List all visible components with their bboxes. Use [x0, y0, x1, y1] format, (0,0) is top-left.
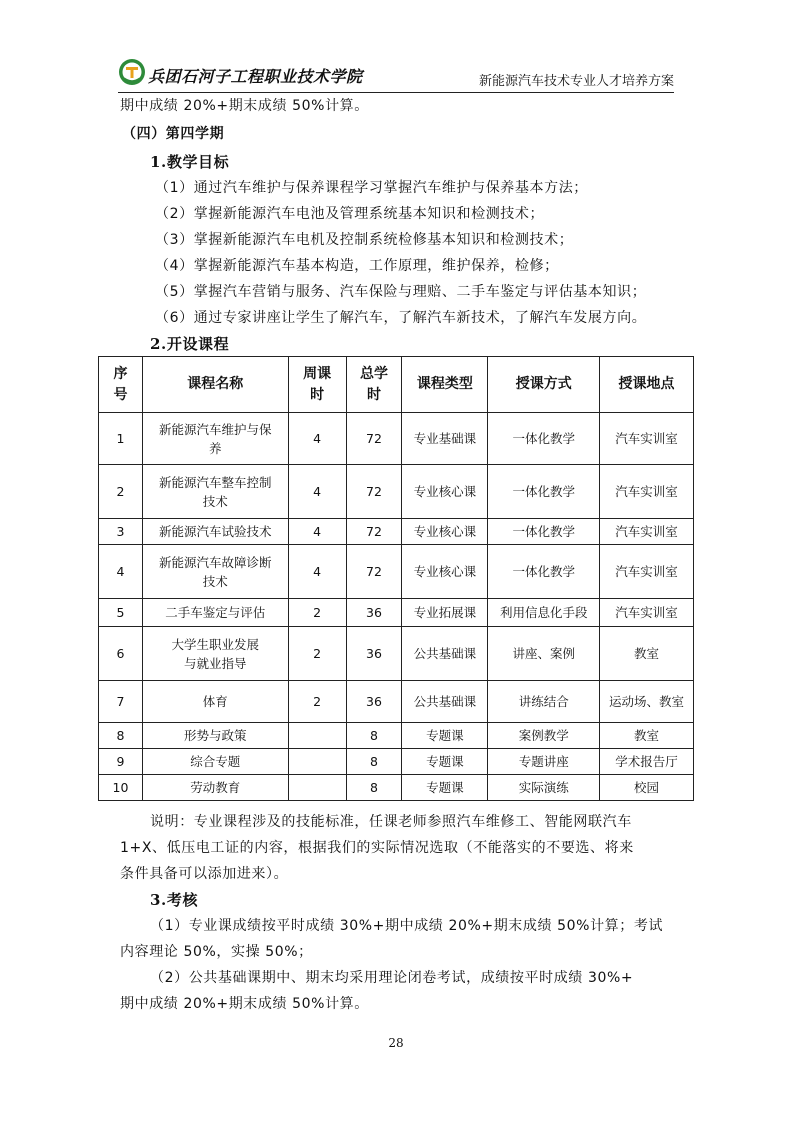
cell-type: 专题课 — [402, 749, 488, 775]
cell-course-name: 体育 — [142, 681, 288, 723]
header-teaching-method: 授课方式 — [488, 357, 600, 413]
table-row — [99, 413, 694, 465]
cell-weekly: 2 — [288, 599, 346, 627]
cell-course-name: 新能源汽车维护与保 养 — [142, 413, 288, 465]
cell-method: 一体化教学 — [488, 545, 600, 599]
cell-type: 专业核心课 — [402, 465, 488, 519]
cell-no: 2 — [99, 465, 143, 519]
section-heading: （四）第四学期 — [122, 126, 225, 142]
goal-item: （6）通过专家讲座让学生了解汽车，了解汽车新技术，了解汽车发展方向。 — [155, 310, 647, 326]
continuation-line: 期中成绩 20%+期末成绩 50%计算。 — [120, 98, 369, 114]
goal-item: （5）掌握汽车营销与服务、汽车保险与理赔、二手车鉴定与评估基本知识； — [155, 284, 647, 300]
table-row — [99, 749, 694, 775]
cell-method: 专题讲座 — [488, 749, 600, 775]
assessment-line: （2）公共基础课期中、期末均采用理论闭卷考试，成绩按平时成绩 30%+ — [150, 970, 634, 986]
cell-total: 36 — [346, 681, 402, 723]
assessment-heading: 3.考核 — [150, 891, 199, 909]
cell-method: 讲练结合 — [488, 681, 600, 723]
school-name: 兵团石河子工程职业技术学院 — [148, 67, 363, 86]
table-row — [99, 599, 694, 627]
table-row — [99, 681, 694, 723]
cell-place: 汽车实训室 — [600, 599, 694, 627]
table-row — [99, 775, 694, 801]
cell-total: 36 — [346, 599, 402, 627]
cell-place: 运动场、教室 — [600, 681, 694, 723]
cell-course-name: 新能源汽车故障诊断 技术 — [142, 545, 288, 599]
cell-weekly — [288, 749, 346, 775]
school-logo-icon — [118, 58, 146, 86]
cell-no: 6 — [99, 627, 143, 681]
cell-course-name: 新能源汽车试验技术 — [142, 519, 288, 545]
assessment-line: （1）专业课成绩按平时成绩 30%+期中成绩 20%+期末成绩 50%计算；考试 — [150, 918, 664, 934]
cell-place: 汽车实训室 — [600, 545, 694, 599]
cell-weekly: 2 — [288, 627, 346, 681]
cell-type: 专业核心课 — [402, 545, 488, 599]
header-weekly-hours: 周课 时 — [288, 357, 346, 413]
cell-type: 公共基础课 — [402, 681, 488, 723]
cell-total: 72 — [346, 413, 402, 465]
header-teaching-place: 授课地点 — [600, 357, 694, 413]
cell-weekly: 4 — [288, 465, 346, 519]
cell-type: 专业基础课 — [402, 413, 488, 465]
document-title: 新能源汽车技术专业人才培养方案 — [478, 74, 674, 89]
cell-total: 72 — [346, 519, 402, 545]
note-line: 条件具备可以添加进来）。 — [120, 866, 289, 882]
cell-no: 4 — [99, 545, 143, 599]
goal-item: （2）掌握新能源汽车电池及管理系统基本知识和检测技术； — [155, 206, 545, 222]
goal-item: （1）通过汽车维护与保养课程学习掌握汽车维护与保养基本方法； — [155, 180, 588, 196]
note-line: 说明：专业课程涉及的技能标准，任课老师参照汽车维修工、智能网联汽车 — [150, 814, 632, 830]
cell-total: 8 — [346, 749, 402, 775]
cell-total: 72 — [346, 545, 402, 599]
table-row — [99, 723, 694, 749]
cell-no: 1 — [99, 413, 143, 465]
page-header — [118, 52, 674, 93]
goal-item: （3）掌握新能源汽车电机及控制系统检修基本知识和检测技术； — [155, 232, 574, 248]
courses-heading: 2.开设课程 — [150, 335, 230, 353]
cell-weekly: 4 — [288, 519, 346, 545]
table-row — [99, 519, 694, 545]
header-course-name: 课程名称 — [142, 357, 288, 413]
cell-place: 学术报告厅 — [600, 749, 694, 775]
cell-method: 一体化教学 — [488, 413, 600, 465]
cell-method: 讲座、案例 — [488, 627, 600, 681]
cell-course-name: 形势与政策 — [142, 723, 288, 749]
cell-place: 汽车实训室 — [600, 519, 694, 545]
cell-course-name: 劳动教育 — [142, 775, 288, 801]
assessment-line: 内容理论 50%，实操 50%； — [120, 944, 313, 960]
cell-type: 专题课 — [402, 723, 488, 749]
cell-method: 案例教学 — [488, 723, 600, 749]
assessment-line: 期中成绩 20%+期末成绩 50%计算。 — [120, 996, 369, 1012]
cell-course-name: 综合专题 — [142, 749, 288, 775]
header-total-hours: 总学 时 — [346, 357, 402, 413]
table-row — [99, 627, 694, 681]
cell-method: 一体化教学 — [488, 519, 600, 545]
cell-type: 专业核心课 — [402, 519, 488, 545]
cell-no: 7 — [99, 681, 143, 723]
table-row — [99, 545, 694, 599]
cell-weekly: 4 — [288, 545, 346, 599]
goal-item: （4）掌握新能源汽车基本构造，工作原理，维护保养，检修； — [155, 258, 559, 274]
cell-total: 36 — [346, 627, 402, 681]
cell-total: 8 — [346, 723, 402, 749]
note-line: 1+X、低压电工证的内容，根据我们的实际情况选取（不能落实的不要选、将来 — [120, 840, 634, 856]
cell-total: 72 — [346, 465, 402, 519]
cell-weekly — [288, 775, 346, 801]
cell-place: 校园 — [600, 775, 694, 801]
cell-type: 专业拓展课 — [402, 599, 488, 627]
cell-no: 5 — [99, 599, 143, 627]
cell-course-name: 大学生职业发展 与就业指导 — [142, 627, 288, 681]
cell-course-name: 二手车鉴定与评估 — [142, 599, 288, 627]
table-header-row — [99, 357, 694, 413]
cell-method: 利用信息化手段 — [488, 599, 600, 627]
teaching-goals-heading: 1.教学目标 — [150, 153, 230, 171]
header-no: 序 号 — [99, 357, 143, 413]
cell-place: 汽车实训室 — [600, 413, 694, 465]
cell-course-name: 新能源汽车整车控制 技术 — [142, 465, 288, 519]
cell-method: 实际演练 — [488, 775, 600, 801]
cell-no: 9 — [99, 749, 143, 775]
cell-no: 3 — [99, 519, 143, 545]
cell-type: 专题课 — [402, 775, 488, 801]
cell-total: 8 — [346, 775, 402, 801]
cell-type: 公共基础课 — [402, 627, 488, 681]
cell-no: 10 — [99, 775, 143, 801]
cell-place: 汽车实训室 — [600, 465, 694, 519]
cell-place: 教室 — [600, 723, 694, 749]
cell-weekly: 2 — [288, 681, 346, 723]
table-row — [99, 465, 694, 519]
cell-weekly — [288, 723, 346, 749]
page-number: 28 — [388, 1036, 404, 1050]
cell-place: 教室 — [600, 627, 694, 681]
cell-method: 一体化教学 — [488, 465, 600, 519]
cell-weekly: 4 — [288, 413, 346, 465]
course-table — [98, 356, 694, 801]
cell-no: 8 — [99, 723, 143, 749]
header-course-type: 课程类型 — [402, 357, 488, 413]
